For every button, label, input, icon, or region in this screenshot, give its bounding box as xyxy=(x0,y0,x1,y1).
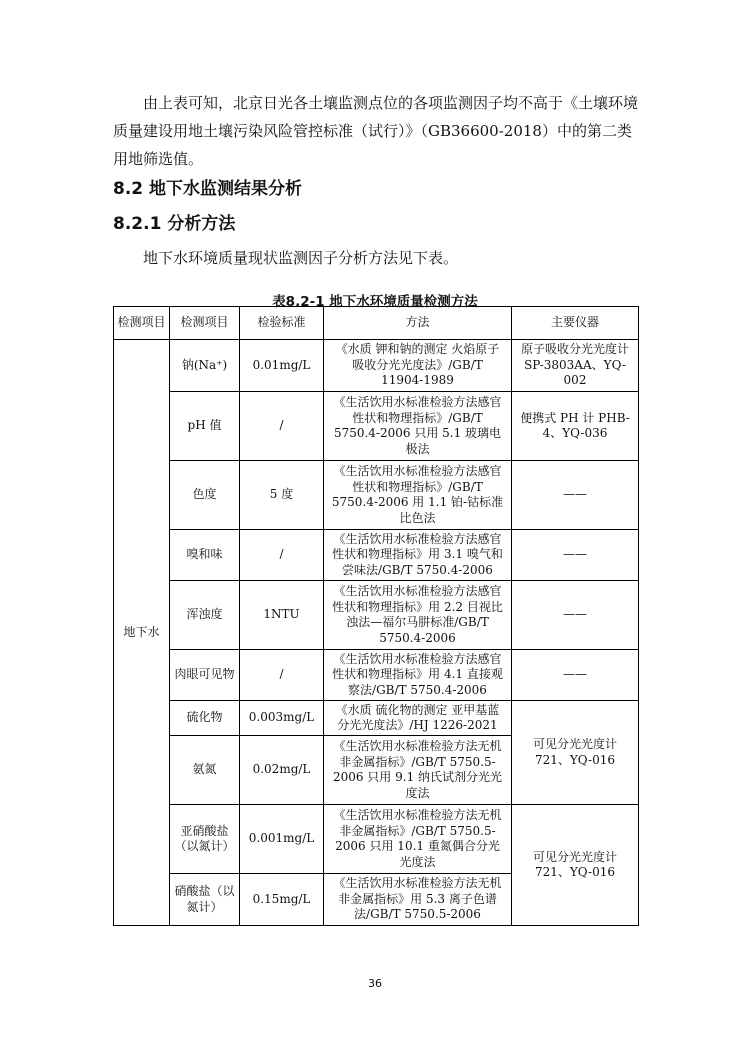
table-row xyxy=(114,461,639,530)
method-cell: 《生活饮用水标准检验方法感官性状和物理指标》/GB/T 5750.4-2006 用 1.1 铂-钴标准比色法 xyxy=(324,461,512,530)
item-cell: 氨氮 xyxy=(170,736,240,805)
limit-cell: 0.003mg/L xyxy=(240,701,324,736)
table-row xyxy=(114,805,639,874)
limit-cell: / xyxy=(240,650,324,701)
header-method: 方法 xyxy=(324,307,512,340)
intro-paragraph: 由上表可知，北京日光各土壤监测点位的各项监测因子均不高于《土壤环境质量建设用地土壤污染风险管控标准（试行）》（GB36600-2018）中的第二类用地筛选值。 xyxy=(113,94,639,168)
instrument-cell: 原子吸收分光光度计 SP-3803AA、YQ-002 xyxy=(512,340,639,392)
table-row xyxy=(114,392,639,461)
method-cell: 《生活饮用水标准检验方法感官性状和物理指标》用 3.1 嗅气和尝味法/GB/T 5750.4-2006 xyxy=(324,530,512,581)
page-number: 36 xyxy=(368,977,382,990)
table-row xyxy=(114,530,639,581)
item-cell: 钠(Na⁺) xyxy=(170,340,240,392)
section-heading: 8.2 地下水监测结果分析 xyxy=(113,179,303,199)
limit-cell: 0.001mg/L xyxy=(240,805,324,874)
table-row xyxy=(114,701,639,736)
header-category: 检测项目 xyxy=(114,307,170,340)
header-instrument: 主要仪器 xyxy=(512,307,639,340)
header-item: 检测项目 xyxy=(170,307,240,340)
item-cell: 肉眼可见物 xyxy=(170,650,240,701)
instrument-cell: —— xyxy=(512,650,639,701)
limit-cell: 0.02mg/L xyxy=(240,736,324,805)
limit-cell: 0.01mg/L xyxy=(240,340,324,392)
table-header-row xyxy=(114,307,639,340)
item-cell: pH 值 xyxy=(170,392,240,461)
instrument-cell: 便携式 PH 计 PHB-4、YQ-036 xyxy=(512,392,639,461)
item-cell: 嗅和味 xyxy=(170,530,240,581)
item-cell: 硝酸盐（以氮计） xyxy=(170,874,240,926)
method-cell: 《水质 钾和钠的测定 火焰原子吸收分光光度法》/GB/T 11904-1989 xyxy=(324,340,512,392)
item-cell: 亚硝酸盐（以氮计） xyxy=(170,805,240,874)
table-caption: 表8.2-1 地下水环境质量检测方法 xyxy=(272,294,478,310)
limit-cell: / xyxy=(240,392,324,461)
instrument-cell: 可见分光光度计 721、YQ-016 xyxy=(512,701,639,805)
method-cell: 《生活饮用水标准检验方法感官性状和物理指标》用 4.1 直接观察法/GB/T 5750.4-2006 xyxy=(324,650,512,701)
instrument-cell: —— xyxy=(512,530,639,581)
category-cell: 地下水 xyxy=(114,340,170,926)
instrument-cell: —— xyxy=(512,581,639,650)
limit-cell: 0.15mg/L xyxy=(240,874,324,926)
table-row xyxy=(114,340,639,392)
limit-cell: 5 度 xyxy=(240,461,324,530)
item-cell: 色度 xyxy=(170,461,240,530)
item-cell: 浑浊度 xyxy=(170,581,240,650)
method-cell: 《生活饮用水标准检验方法感官性状和物理指标》/GB/T 5750.4-2006 只用 5.1 玻璃电极法 xyxy=(324,392,512,461)
subsection-heading: 8.2.1 分析方法 xyxy=(113,214,236,234)
instrument-cell: —— xyxy=(512,461,639,530)
limit-cell: / xyxy=(240,530,324,581)
header-standard: 检验标准 xyxy=(240,307,324,340)
method-cell: 《生活饮用水标准检验方法无机非金属指标》用 5.3 离子色谱法/GB/T 5750.5-2006 xyxy=(324,874,512,926)
method-cell: 《生活饮用水标准检验方法感官性状和物理指标》用 2.2 目视比浊法—福尔马肼标准/GB/T 5750.4-2006 xyxy=(324,581,512,650)
method-table xyxy=(113,306,639,926)
method-cell: 《水质 硫化物的测定 亚甲基蓝分光光度法》/HJ 1226-2021 xyxy=(324,701,512,736)
table-row xyxy=(114,581,639,650)
item-cell: 硫化物 xyxy=(170,701,240,736)
method-cell: 《生活饮用水标准检验方法无机非金属指标》/GB/T 5750.5-2006 只用 9.1 纳氏试剂分光光度法 xyxy=(324,736,512,805)
table-row xyxy=(114,650,639,701)
instrument-cell: 可见分光光度计 721、YQ-016 xyxy=(512,805,639,926)
lead-paragraph: 地下水环境质量现状监测因子分析方法见下表。 xyxy=(143,249,459,267)
limit-cell: 1NTU xyxy=(240,581,324,650)
method-cell: 《生活饮用水标准检验方法无机非金属指标》/GB/T 5750.5-2006 只用 10.1 重氮偶合分光光度法 xyxy=(324,805,512,874)
